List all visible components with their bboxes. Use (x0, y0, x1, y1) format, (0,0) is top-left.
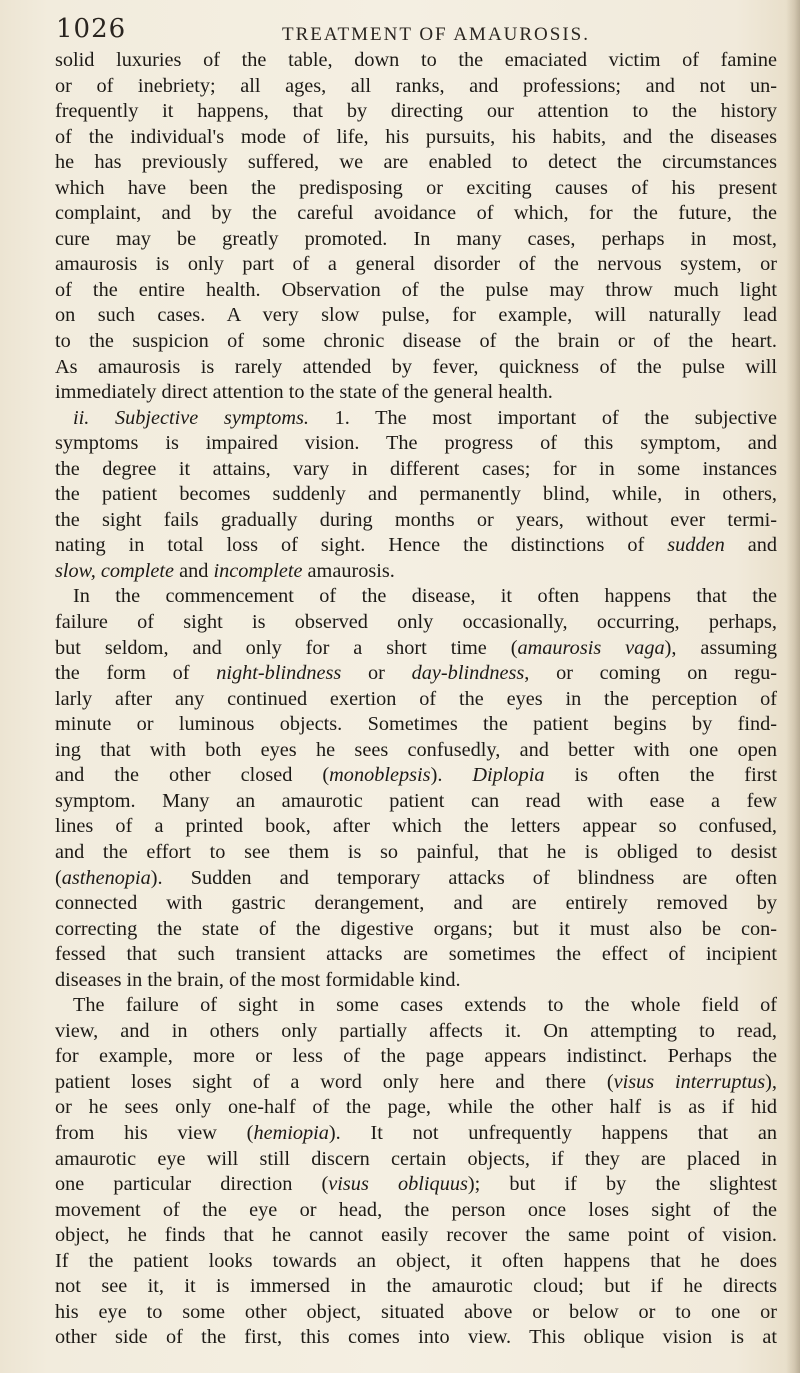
text-line: (asthenopia). Sudden and temporary attacks of blindness are often (55, 866, 777, 889)
page-edge-shadow (786, 0, 800, 1373)
text-line: which have been the predisposing or exciting causes of his present (55, 176, 777, 199)
text-line: of the individual's mode of life, his pursuits, his habits, and the diseases (55, 125, 777, 148)
text-line: cure may be greatly promoted. In many cases, perhaps in most, (55, 227, 777, 250)
text-line: from his view (hemiopia). It not unfrequently happens that an (55, 1121, 777, 1144)
text-line: the degree it attains, vary in different cases; for in some instances (55, 457, 777, 480)
text-line: not see it, it is immersed in the amaurotic cloud; but if he directs (55, 1275, 777, 1298)
text-line: The failure of sight in some cases extends to the whole field of (73, 994, 777, 1017)
text-line: diseases in the brain, of the most formidable kind. (55, 968, 461, 991)
text-line: and the other closed (monoblepsis). Diplopia is often the first (55, 764, 777, 787)
text-line: minute or luminous objects. Sometimes the patient begins by find- (55, 713, 777, 736)
text-line: one particular direction (visus obliquus); but if by the slightest (55, 1173, 777, 1196)
text-line: object, he finds that he cannot easily recover the same point of vision. (55, 1224, 777, 1247)
text-line: failure of sight is observed only occasionally, occurring, perhaps, (55, 611, 777, 634)
text-line: patient loses sight of a word only here and there (visus interruptus), (55, 1070, 777, 1093)
text-line: the sight fails gradually during months or years, without ever termi- (55, 508, 777, 531)
text-line: movement of the eye or head, the person once loses sight of the (55, 1198, 777, 1221)
page-number: 1026 (56, 14, 127, 44)
text-line: his eye to some other object, situated above or below or to one or (55, 1300, 777, 1323)
text-line: frequently it happens, that by directing our attention to the history (55, 100, 777, 123)
text-line: immediately direct attention to the state of the general health. (55, 381, 553, 404)
text-line: to the suspicion of some chronic disease of the brain or of the heart. (55, 330, 777, 353)
text-line: but seldom, and only for a short time (amaurosis vaga), assuming (55, 636, 777, 659)
text-line: As amaurosis is rarely attended by fever, quickness of the pulse will (55, 355, 777, 378)
text-line: complaint, and by the careful avoidance of which, for the future, the (55, 202, 777, 225)
text-line: correcting the state of the digestive organs; but it must also be con- (55, 917, 777, 940)
text-line: on such cases. A very slow pulse, for example, will naturally lead (55, 304, 777, 327)
text-line: lines of a printed book, after which the letters appear so confused, (55, 815, 777, 838)
text-line: amaurosis is only part of a general disorder of the nervous system, or (55, 253, 777, 276)
text-line: In the commencement of the disease, it often happens that the (73, 585, 777, 608)
text-line: he has previously suffered, we are enabled to detect the circumstances (55, 151, 777, 174)
body-text (55, 48, 777, 1351)
text-line: symptom. Many an amaurotic patient can read with ease a few (55, 789, 777, 812)
text-line: nating in total loss of sight. Hence the distinctions of sudden and (55, 534, 777, 557)
text-line: for example, more or less of the page appears indistinct. Perhaps the (55, 1045, 777, 1068)
text-line: ing that with both eyes he sees confusedly, and better with one open (55, 738, 777, 761)
text-line: solid luxuries of the table, down to the emaciated victim of famine (55, 49, 777, 71)
text-line: view, and in others only partially affects it. On attempting to read, (55, 1019, 777, 1042)
text-line: other side of the first, this comes into view. This oblique vision is at (55, 1326, 777, 1349)
running-title: TREATMENT OF AMAUROSIS. (282, 24, 590, 45)
text-line: of the entire health. Observation of the pulse may throw much light (55, 278, 777, 301)
text-line: If the patient looks towards an object, it often happens that he does (55, 1249, 777, 1272)
text-line: amaurotic eye will still discern certain objects, if they are placed in (55, 1147, 777, 1170)
text-line: slow, complete and incomplete amaurosis. (55, 559, 395, 582)
text-line: or of inebriety; all ages, all ranks, and professions; and not un- (55, 74, 777, 97)
text-line: and the effort to see them is so painful, that he is obliged to desist (55, 840, 777, 863)
text-line: fessed that such transient attacks are sometimes the effect of incipient (55, 943, 777, 966)
text-line: larly after any continued exertion of the eyes in the perception of (55, 687, 777, 710)
text-line: ii. Subjective symptoms. 1. The most important of the subjective (73, 406, 777, 429)
text-line: symptoms is impaired vision. The progress of this symptom, and (55, 432, 777, 455)
text-line: the patient becomes suddenly and permanently blind, while, in others, (55, 483, 777, 506)
text-line: the form of night-blindness or day-blindness, or coming on regu- (55, 662, 777, 685)
text-line: connected with gastric derangement, and are entirely removed by (55, 892, 777, 915)
text-line: or he sees only one-half of the page, while the other half is as if hid (55, 1096, 777, 1119)
